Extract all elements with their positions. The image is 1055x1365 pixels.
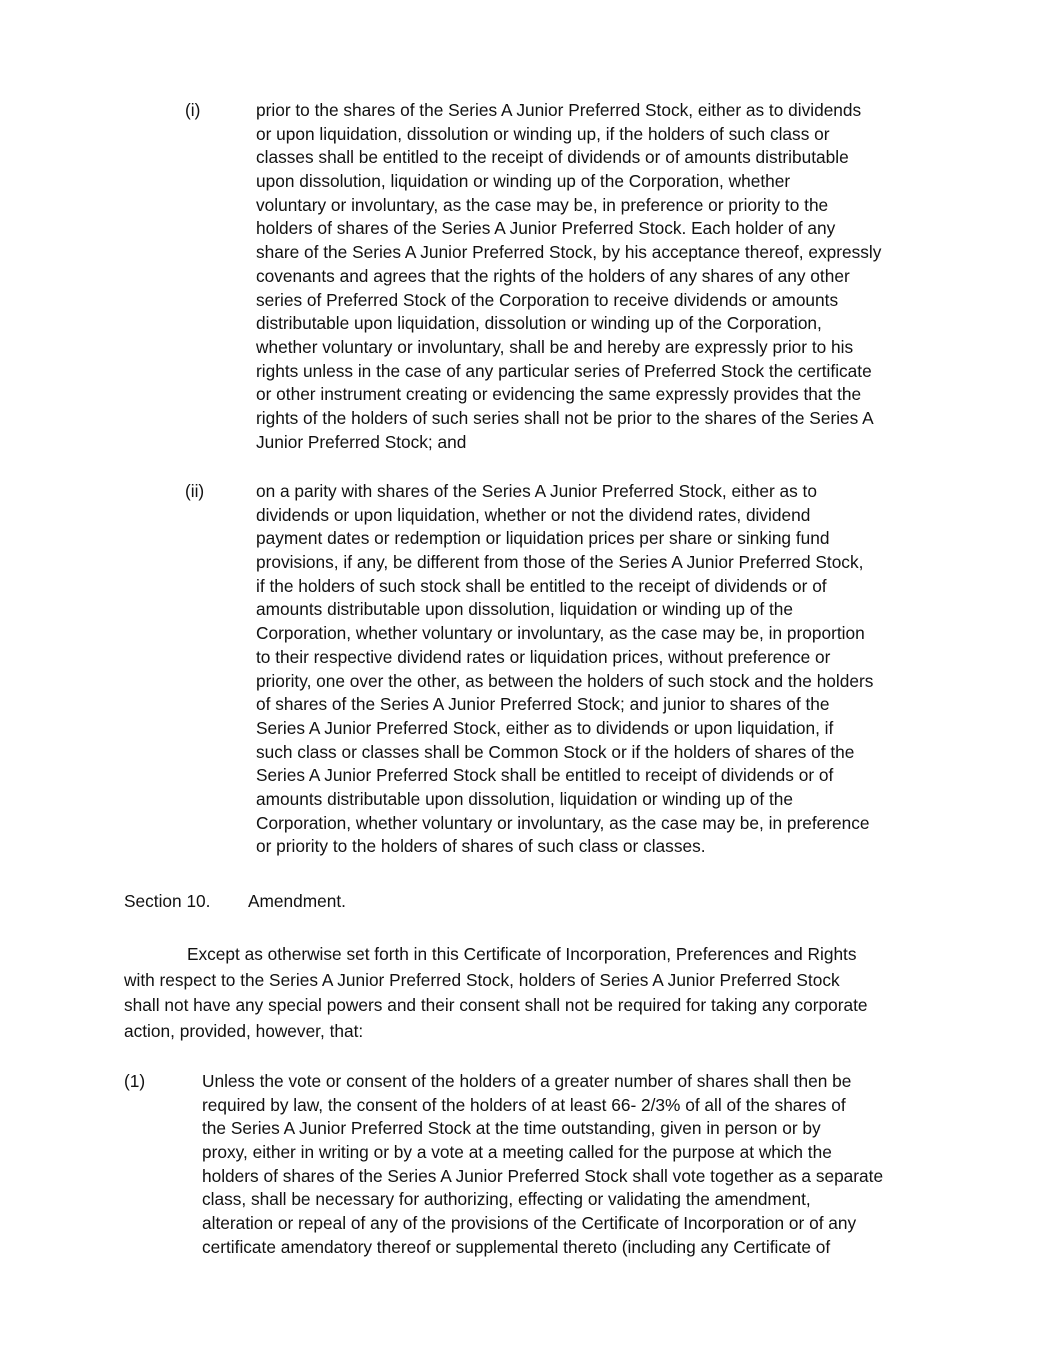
text-line: Junior Preferred Stock; and: [256, 431, 467, 452]
text-line: dividends or upon liquidation, whether or not the dividend rates, dividend: [256, 504, 811, 525]
text-line: or other instrument creating or evidencing the same expressly provides that the: [256, 384, 862, 405]
text-line: holders of shares of the Series A Junior Preferred Stock shall vote together as a separate: [202, 1165, 884, 1186]
item-1-marker: (1): [124, 1071, 146, 1091]
text-line: class, shall be necessary for authorizing, effecting or validating the amendment,: [202, 1189, 811, 1210]
text-line: if the holders of such stock shall be entitled to the receipt of dividends or of: [256, 575, 827, 596]
intro-paragraph: [124, 942, 868, 1044]
text-line: shall not have any special powers and their consent shall not be required for taking any corporate: [124, 995, 868, 1015]
text-line: covenants and agrees that the rights of the holders of any shares of any other: [256, 265, 850, 286]
text-line: proxy, either in writing or by a vote at a meeting called for the purpose at which the: [202, 1142, 832, 1163]
text-line: distributable upon liquidation, dissolution or winding up of the Corporation,: [256, 313, 822, 334]
text-line: amounts distributable upon dissolution, liquidation or winding up of the: [256, 788, 794, 809]
section-title: Amendment.: [248, 891, 346, 911]
text-line: to their respective dividend rates or liquidation prices, without preference or: [256, 646, 831, 667]
text-line: prior to the shares of the Series A Junior Preferred Stock, either as to dividends: [256, 100, 862, 120]
text-line: priority, one over the other, as between the holders of such stock and the holders: [256, 670, 874, 691]
text-line: holders of shares of the Series A Junior Preferred Stock. Each holder of any: [256, 218, 836, 239]
text-line: certificate amendatory thereof or supplemental thereto (including any Certificate of: [202, 1236, 831, 1257]
text-line: Unless the vote or consent of the holders of a greater number of shares shall then be: [202, 1071, 852, 1091]
text-line: voluntary or involuntary, as the case may be, in preference or priority to the: [256, 194, 829, 215]
text-line: required by law, the consent of the holders of at least 66- 2/3% of all of the shares of: [202, 1094, 846, 1115]
section-number: Section 10.: [124, 891, 211, 911]
item-i-marker: (i): [185, 100, 201, 120]
text-line: classes shall be entitled to the receipt of dividends or of amounts distributable: [256, 147, 849, 168]
text-line: Series A Junior Preferred Stock shall be entitled to receipt of dividends or of: [256, 765, 834, 786]
text-line: Except as otherwise set forth in this Certificate of Incorporation, Preferences and Rights: [187, 944, 857, 964]
text-line: action, provided, however, that:: [124, 1020, 364, 1041]
item-1-text: [202, 1070, 883, 1260]
text-line: share of the Series A Junior Preferred Stock, by his acceptance thereof, expressly: [256, 242, 882, 263]
text-line: provisions, if any, be different from those of the Series A Junior Preferred Stock,: [256, 552, 864, 573]
text-line: Series A Junior Preferred Stock, either as to dividends or upon liquidation, if: [256, 717, 834, 738]
text-line: on a parity with shares of the Series A Junior Preferred Stock, either as to: [256, 481, 817, 501]
text-line: of shares of the Series A Junior Preferred Stock; and junior to shares of the: [256, 694, 830, 715]
text-line: payment dates or redemption or liquidation prices per share or sinking fund: [256, 528, 830, 549]
text-line: series of Preferred Stock of the Corporation to receive dividends or amounts: [256, 289, 839, 310]
text-line: such class or classes shall be Common Stock or if the holders of shares of the: [256, 741, 855, 762]
text-line: Corporation, whether voluntary or involuntary, as the case may be, in proportion: [256, 623, 865, 644]
section-heading: [124, 890, 346, 914]
text-line: with respect to the Series A Junior Preferred Stock, holders of Series A Junior Preferred Stock: [124, 969, 840, 990]
text-line: rights of the holders of such series shall not be prior to the shares of the Series A: [256, 407, 874, 428]
text-line: rights unless in the case of any particular series of Preferred Stock the certificate: [256, 360, 872, 381]
item-i-text: [256, 99, 881, 454]
item-ii-marker: (ii): [185, 481, 205, 501]
text-line: or upon liquidation, dissolution or winding up, if the holders of such class or: [256, 123, 830, 144]
text-line: alteration or repeal of any of the provisions of the Certificate of Incorporation or of any: [202, 1213, 857, 1234]
text-line: amounts distributable upon dissolution, liquidation or winding up of the: [256, 599, 794, 620]
item-ii-text: [256, 480, 873, 859]
text-line: upon dissolution, liquidation or winding up of the Corporation, whether: [256, 171, 791, 192]
text-line: whether voluntary or involuntary, shall be and hereby are expressly prior to his: [256, 336, 854, 357]
text-line: or priority to the holders of shares of such class or classes.: [256, 836, 706, 857]
text-line: Corporation, whether voluntary or involuntary, as the case may be, in preference: [256, 812, 870, 833]
text-line: the Series A Junior Preferred Stock at the time outstanding, given in person or by: [202, 1118, 821, 1139]
